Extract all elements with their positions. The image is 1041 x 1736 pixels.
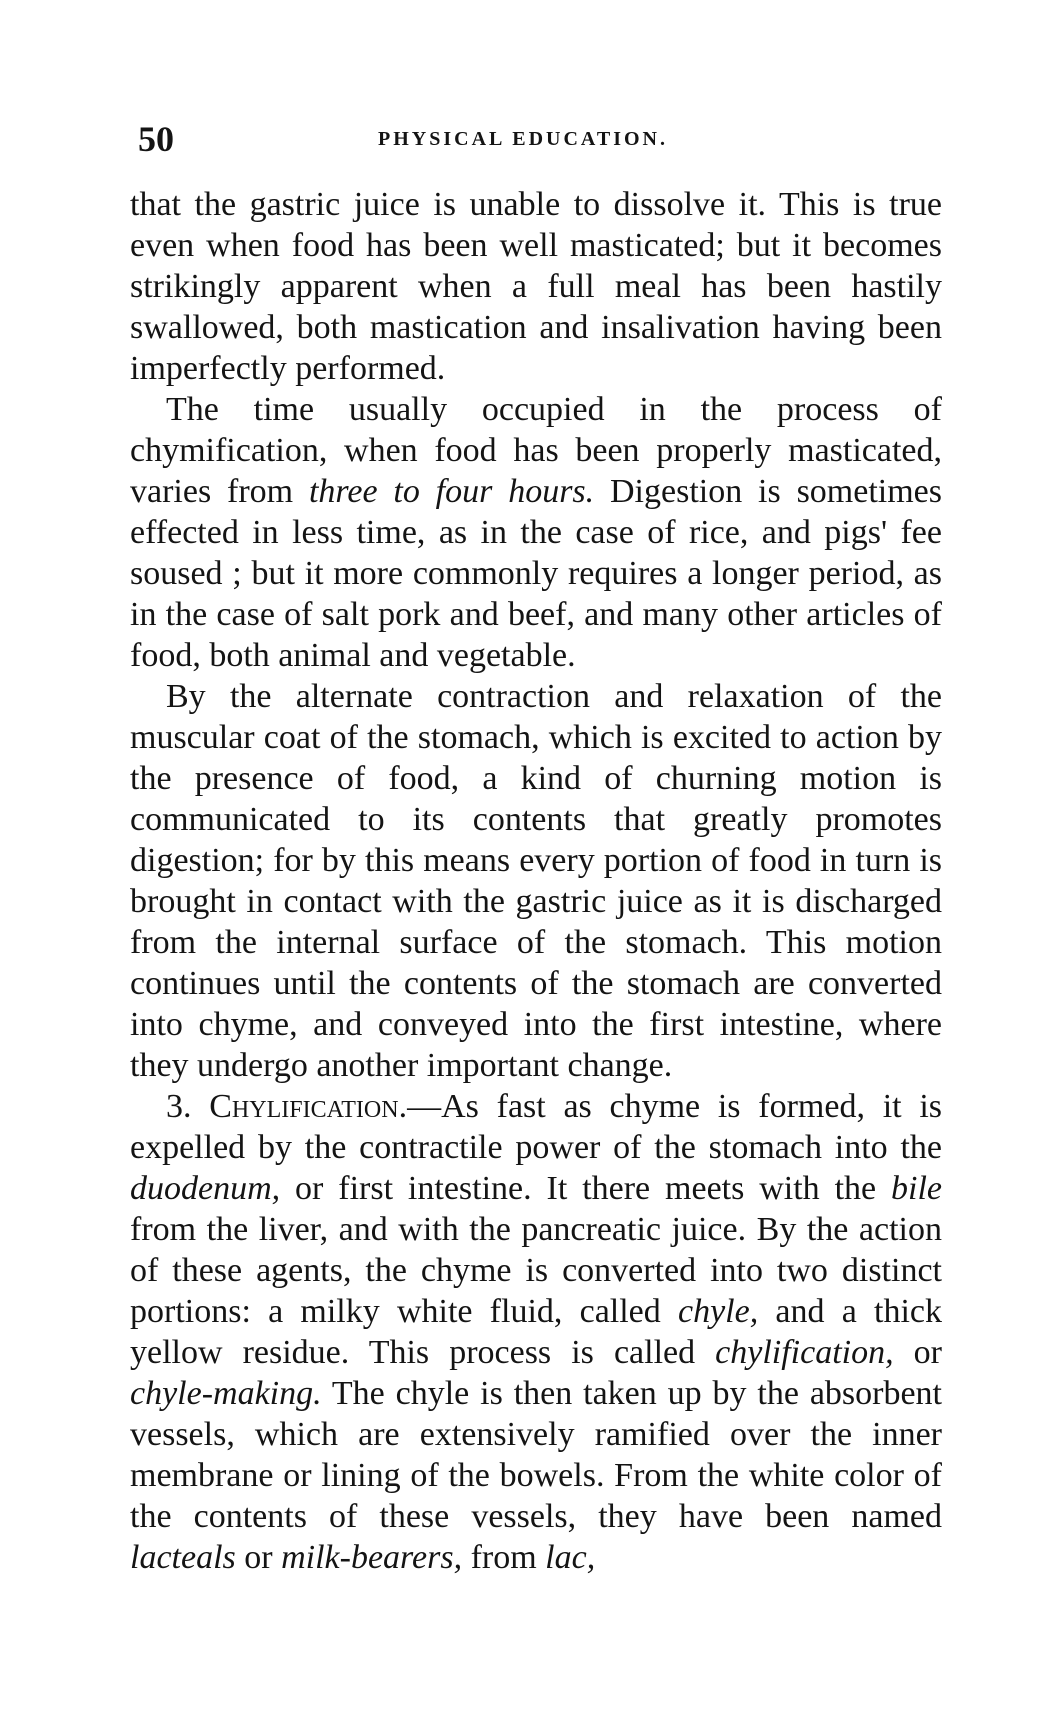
- text-run: Digestion is sometimes effected in less time, as in the case of rice, and pigs' fee soused ; but it more commonly requires a longer period, as in the case of salt pork and beef, and many other articles of food, both animal and vegetable.: [130, 473, 942, 674]
- italic-term: lac,: [545, 1539, 596, 1576]
- text-run: or: [235, 1539, 282, 1576]
- text-run: or first intestine. It there meets with the: [280, 1170, 892, 1207]
- running-head: PHYSICAL EDUCATION.: [378, 128, 668, 150]
- text-run: that the gastric juice is unable to dissolve it. This is true even when food has been well masticated; but it becomes strikingly apparent when a full meal has been hastily swallowed, both mastication and insalivation having been imperfectly performed.: [130, 186, 942, 387]
- italic-term: chyle-making.: [130, 1375, 322, 1412]
- italic-phrase: three to four hours.: [308, 473, 595, 510]
- text-run: By the alternate contraction and relaxation of the muscular coat of the stomach, which is excited to action by the presence of food, a kind of churning motion is communicated to its contents that greatly promotes digestion; for by this means every portion of food in turn is brought in contact with the gastric juice as it is discharged from the internal surface of the stomach. This motion continues until the contents of the stomach are converted into chyme, and conveyed into the first intestine, where they undergo another important change.: [130, 678, 942, 1084]
- body-text: [130, 184, 942, 1578]
- italic-term: milk-bearers,: [281, 1539, 463, 1576]
- section-number: 3.: [166, 1088, 210, 1125]
- italic-term: chylification,: [715, 1334, 894, 1371]
- page-header: [138, 118, 948, 158]
- text-run: and a thick yellow residue. This process is called: [130, 1293, 942, 1371]
- section-heading: Chylification.: [209, 1088, 408, 1125]
- paragraph-1: [130, 184, 942, 389]
- paragraph-4: [130, 1086, 942, 1578]
- italic-term: lacteals: [130, 1539, 236, 1576]
- text-run: The chyle is then taken up by the absorbent vessels, which are extensively ramified over the inner membrane or lining of the bowels. From the white color of the contents of these vessels, they have been named: [130, 1375, 942, 1535]
- italic-term: duodenum,: [130, 1170, 281, 1207]
- paragraph-2: [130, 389, 942, 676]
- text-run: from: [462, 1539, 546, 1576]
- italic-term: chyle,: [677, 1293, 759, 1330]
- paragraph-3: [130, 676, 942, 1086]
- page-number: 50: [138, 119, 174, 159]
- text-run: from the liver, and with the pancreatic juice. By the action of these agents, the chyme is converted into two distinct portions: a milky white fluid, called: [130, 1211, 942, 1330]
- italic-term: bile: [891, 1170, 942, 1207]
- text-run: —As fast as chyme is formed, it is expelled by the contractile power of the stomach into the: [130, 1088, 943, 1166]
- text-run: The time usually occupied in the process of chymification, when food has been properly masticated, varies from: [130, 391, 942, 510]
- text-run: or: [893, 1334, 942, 1371]
